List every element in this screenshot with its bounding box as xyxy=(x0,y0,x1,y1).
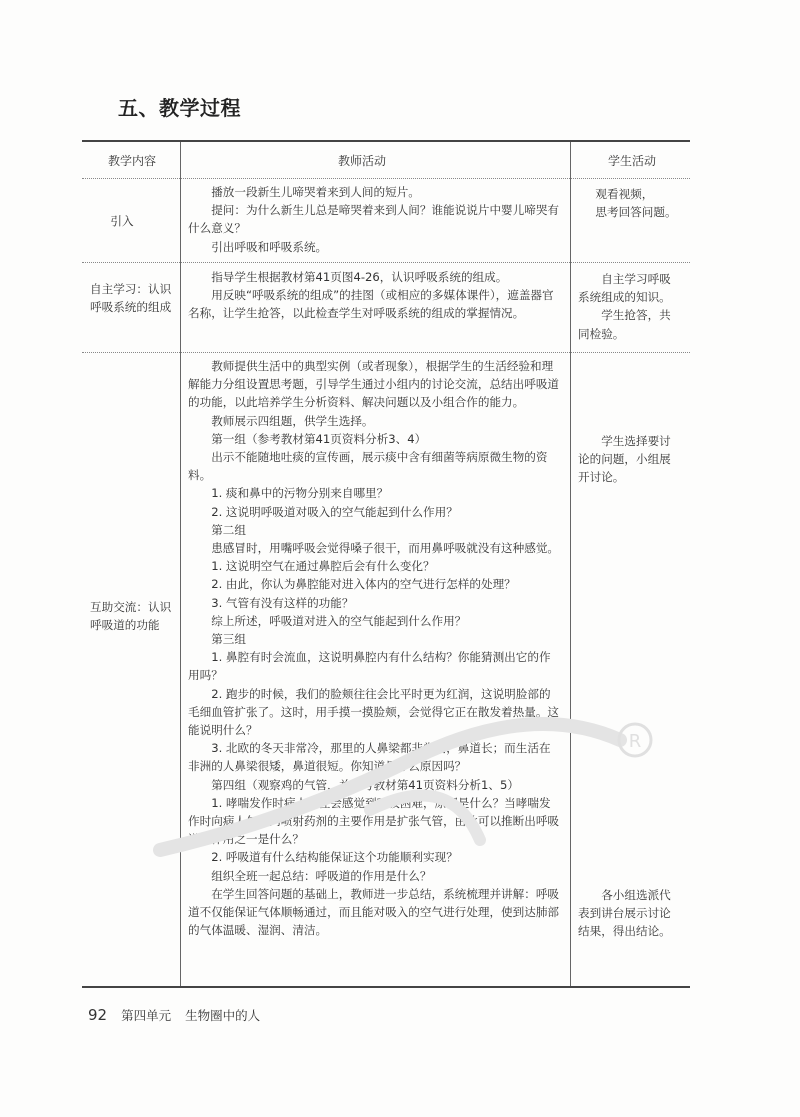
teacher-paragraph: 第三组 xyxy=(211,632,246,647)
publisher-watermark xyxy=(150,700,670,900)
student-paragraph: 学生选择要讨论的问题，小组展开讨论。 xyxy=(578,434,671,485)
student-paragraph: 观看视频， xyxy=(595,187,654,201)
teacher-paragraph: 提问：为什么新生儿总是啼哭着来到人间？谁能说说片中婴儿啼哭有什么意义？ xyxy=(188,203,560,236)
teacher-paragraph: 2. 呼吸道有什么结构能保证这个功能顺利实现？ xyxy=(211,850,458,865)
row-self-study-student xyxy=(578,270,682,343)
row-divider xyxy=(82,262,690,263)
row-self-study-teacher xyxy=(188,268,562,323)
teacher-paragraph: 引出呼吸和呼吸系统。 xyxy=(211,239,328,254)
student-paragraph: 思考回答问题。 xyxy=(595,205,677,220)
teacher-paragraph: 1. 鼻腔有时会流血，这说明鼻腔内有什么结构？你能猜测出它的作用吗？ xyxy=(188,650,551,683)
teacher-paragraph: 教师展示四组题，供学生选择。 xyxy=(211,413,374,428)
teacher-paragraph: 播放一段新生儿啼哭着来到人间的短片。 xyxy=(211,185,420,199)
student-paragraph: 学生抢答，共同检验。 xyxy=(578,308,671,341)
content-label: 引入 xyxy=(110,214,134,228)
row-cooperation-content xyxy=(90,598,172,634)
teacher-paragraph: 指导学生根据教材第41页图4-26，认识呼吸系统的组成。 xyxy=(211,270,508,284)
teacher-paragraph: 1. 这说明空气在通过鼻腔后会有什么变化？ xyxy=(211,559,435,574)
row-intro-student xyxy=(578,185,682,221)
teacher-paragraph: 患感冒时，用嘴呼吸会觉得嗓子很干，而用鼻呼吸就没有这种感觉。 xyxy=(211,541,560,556)
teacher-paragraph: 第四组（观察鸡的气管，并参考教材第41页资料分析1、5） xyxy=(211,777,519,792)
teacher-paragraph: 第一组（参考教材第41页资料分析3、4） xyxy=(211,431,427,446)
section-title: 五、教学过程 xyxy=(118,96,241,120)
teacher-paragraph: 在学生回答问题的基础上，教师进一步总结，系统梳理并讲解：呼吸道不仅能保证气体顺畅通过，而且能对吸入的空气进行处理，使到达肺部的气体温暖、湿润、清洁。 xyxy=(188,886,560,938)
row-cooperation-student-1 xyxy=(578,432,682,487)
teacher-paragraph: 第二组 xyxy=(211,522,246,537)
teacher-paragraph: 1. 哮喘发作时病人往往会感觉到呼吸困难，原因是什么？当哮喘发作时向病人气管内喷射药剂的主要作用是扩张气管，由此可以推断出呼吸道的作用之一是什么？ xyxy=(188,795,560,847)
teacher-paragraph: 2. 这说明呼吸道对吸入的空气能起到什么作用？ xyxy=(211,504,458,519)
page-footer xyxy=(88,1006,260,1024)
teacher-paragraph: 2. 由此，你认为鼻腔能对进入体内的空气进行怎样的处理？ xyxy=(211,577,516,592)
student-paragraph: 各小组选派代表到讲台展示讨论结果，得出结论。 xyxy=(578,888,671,939)
header-student: 学生活动 xyxy=(608,154,657,168)
table-bottom-rule xyxy=(82,986,690,988)
content-label: 自主学习：认识呼吸系统的组成 xyxy=(90,282,172,315)
unit-label: 第四单元 xyxy=(121,1008,172,1023)
svg-text:R: R xyxy=(628,731,642,752)
teacher-paragraph: 用反映“呼吸系统的组成”的挂图（或相应的多媒体课件），遮盖器官名称，让学生抢答，以此检查学生对呼吸系统的组成的掌握情况。 xyxy=(188,288,554,321)
row-self-study-content xyxy=(90,280,172,316)
table-header xyxy=(82,142,690,178)
teacher-paragraph: 教师提供生活中的典型实例（或者现象），根据学生的生活经验和理解能力分组设置思考题，引导学生通过小组内的讨论交流，总结出呼吸道的功能，以此培养学生分析资料、解决问题以及小组合作的能力。 xyxy=(188,359,560,410)
header-teacher: 教师活动 xyxy=(338,154,387,168)
content-label: 互助交流：认识呼吸道的功能 xyxy=(90,600,172,633)
teacher-paragraph: 1. 痰和鼻中的污物分别来自哪里？ xyxy=(211,486,389,501)
student-paragraph: 自主学习呼吸系统组成的知识。 xyxy=(578,272,671,305)
row-divider xyxy=(82,178,690,179)
row-divider xyxy=(82,352,690,353)
teacher-paragraph: 3. 北欧的冬天非常冷，那里的人鼻梁都非常高，鼻道长；而生活在非洲的人鼻梁很矮，鼻道很短。你知道是什么原因吗？ xyxy=(188,741,551,774)
teacher-paragraph: 出示不能随地吐痰的宣传画，展示痰中含有细菌等病原微生物的资料。 xyxy=(188,450,548,483)
row-intro-teacher xyxy=(188,183,562,256)
header-content: 教学内容 xyxy=(108,154,157,168)
unit-title: 生物圈中的人 xyxy=(185,1008,261,1023)
teacher-paragraph: 3. 气管有没有这样的功能？ xyxy=(211,595,354,610)
teacher-paragraph: 综上所述，呼吸道对进入的空气能起到什么作用？ xyxy=(211,613,467,628)
teacher-paragraph: 2. 跑步的时候，我们的脸颊往往会比平时更为红润，这说明脸部的毛细血管扩张了。这时，用手摸一摸脸颊，会觉得它正在散发着热量。这能说明什么？ xyxy=(188,686,560,738)
page-number: 92 xyxy=(88,1006,108,1024)
teacher-paragraph: 组织全班一起总结：呼吸道的作用是什么？ xyxy=(211,868,432,883)
row-intro-content xyxy=(90,212,154,230)
